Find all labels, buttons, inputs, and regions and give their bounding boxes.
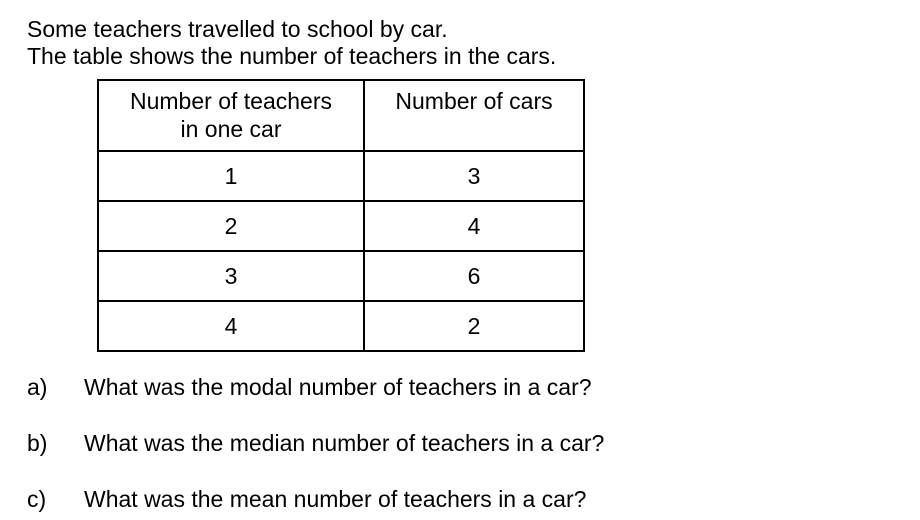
question-a bbox=[27, 373, 592, 401]
question-b bbox=[27, 429, 604, 457]
intro-line-1: Some teachers travelled to school by car. bbox=[27, 16, 448, 42]
header-teachers-line-2: in one car bbox=[180, 116, 282, 142]
header-teachers-per-car bbox=[98, 80, 364, 151]
cell-teachers: 1 bbox=[98, 151, 364, 201]
question-c bbox=[27, 485, 586, 513]
question-a-text: What was the modal number of teachers in a car? bbox=[84, 374, 592, 400]
cell-cars: 6 bbox=[364, 251, 584, 301]
question-c-label: c) bbox=[27, 486, 47, 512]
table-row bbox=[98, 151, 584, 201]
header-cars-line-1: Number of cars bbox=[395, 88, 553, 114]
cell-cars: 4 bbox=[364, 201, 584, 251]
header-teachers-line-1: Number of teachers bbox=[130, 88, 332, 114]
table-row bbox=[98, 251, 584, 301]
cell-teachers: 3 bbox=[98, 251, 364, 301]
intro-line-2: The table shows the number of teachers in the cars. bbox=[27, 43, 557, 69]
cell-teachers: 4 bbox=[98, 301, 364, 351]
question-c-text: What was the mean number of teachers in a car? bbox=[84, 486, 587, 512]
cell-cars: 3 bbox=[364, 151, 584, 201]
table-row bbox=[98, 301, 584, 351]
table-header-row bbox=[98, 80, 584, 151]
question-b-label: b) bbox=[27, 430, 48, 456]
question-b-text: What was the median number of teachers in a car? bbox=[84, 430, 605, 456]
cell-cars: 2 bbox=[364, 301, 584, 351]
table-row bbox=[98, 201, 584, 251]
cell-teachers: 2 bbox=[98, 201, 364, 251]
header-number-of-cars bbox=[364, 80, 584, 151]
question-a-label: a) bbox=[27, 374, 48, 400]
frequency-table bbox=[97, 79, 585, 352]
problem-intro bbox=[27, 16, 556, 70]
